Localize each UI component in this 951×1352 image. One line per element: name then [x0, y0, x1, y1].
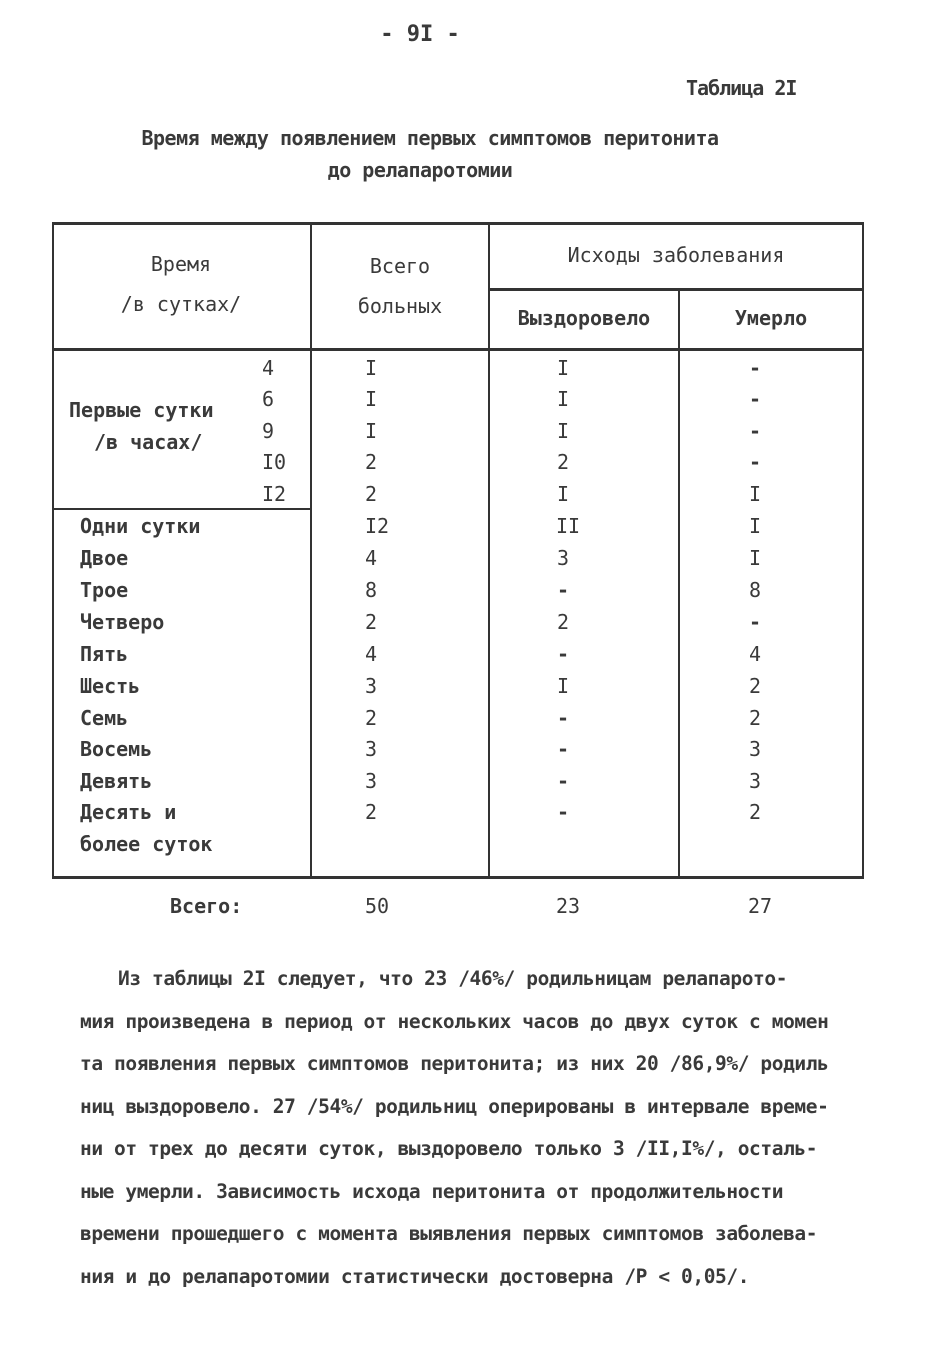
paragraph-line: та появления первых симптомов перитонита; из них 20 /86,9%/ родиль — [80, 1052, 829, 1075]
table-bottom-border — [52, 876, 864, 879]
totals-label: Всего: — [170, 894, 243, 918]
recovered-cell: I — [556, 482, 570, 506]
recovered-cell: 2 — [556, 610, 570, 634]
total-cell: 2 — [364, 706, 378, 730]
total-cell: 4 — [364, 642, 378, 666]
paragraph-line: ни от трех до десяти суток, выздоровело только 3 /II,I%/, осталь- — [80, 1137, 818, 1160]
header-bottom-border — [52, 348, 864, 351]
day-label-continued: более суток — [80, 832, 213, 856]
total-cell: 4 — [364, 546, 378, 570]
hour-value: I0 — [262, 450, 287, 474]
died-cell: 8 — [748, 578, 762, 602]
totals-died: 27 — [747, 894, 773, 918]
paragraph-line: ниц выздоровело. 27 /54%/ родильниц оперированы в интервале време- — [80, 1094, 829, 1118]
total-cell: I — [364, 419, 378, 443]
died-cell: I — [748, 546, 762, 570]
recovered-cell: - — [556, 642, 570, 666]
day-label: Трое — [80, 578, 129, 602]
total-cell: 2 — [364, 450, 378, 474]
total-cell: I2 — [364, 514, 390, 538]
died-cell: - — [748, 450, 762, 474]
recovered-cell: - — [556, 706, 570, 730]
died-cell: - — [748, 419, 762, 443]
died-cell: - — [748, 610, 762, 634]
total-cell: 2 — [364, 610, 378, 634]
first-day-label: Первые сутки — [69, 398, 214, 422]
header-total-line1: Всего — [369, 254, 431, 278]
header-total-line2: больных — [357, 294, 443, 318]
total-cell: 3 — [364, 769, 378, 793]
table-left-border — [52, 222, 54, 879]
header-died: Умерло — [734, 306, 808, 330]
recovered-cell: 3 — [556, 546, 570, 570]
day-label: Четверо — [80, 610, 165, 634]
paragraph-line: мия произведена в период от нескольких часов до двух суток с момен — [80, 1009, 829, 1033]
header-time-unit: /в сутках/ — [120, 292, 242, 316]
total-cell: 3 — [364, 737, 378, 761]
day-label: Одни сутки — [80, 514, 201, 538]
recovered-cell: I — [556, 356, 570, 380]
total-cell: I — [364, 387, 378, 411]
died-cell: 2 — [748, 800, 762, 824]
total-cell: I — [364, 356, 378, 380]
totals-recovered: 23 — [555, 894, 581, 918]
day-label: Восемь — [80, 737, 153, 761]
died-cell: - — [748, 387, 762, 411]
header-recovered: Выздоровело — [517, 306, 651, 330]
first-day-unit: /в часах/ — [94, 430, 203, 454]
table-top-border — [52, 222, 864, 225]
recovered-cell: - — [556, 800, 570, 824]
header-split-line — [489, 288, 864, 291]
totals-total: 50 — [364, 894, 390, 918]
day-label: Семь — [80, 706, 129, 730]
hour-value: 6 — [262, 387, 275, 411]
page-number: - 9I - — [380, 22, 460, 47]
day-label: Десять и — [80, 800, 177, 824]
died-cell: 2 — [748, 674, 762, 698]
first-day-separator — [52, 508, 311, 510]
day-label: Двое — [80, 546, 129, 570]
table-title-line2: до релапаротомии — [327, 158, 513, 182]
header-time: Время — [150, 252, 212, 276]
table-right-border — [862, 222, 864, 879]
day-label: Шесть — [80, 674, 141, 698]
recovered-cell: II — [555, 514, 581, 538]
total-cell: 2 — [364, 800, 378, 824]
recovered-cell: I — [556, 674, 570, 698]
paragraph-line: ния и до релапаротомии статистически достоверна /Р < 0,05/. — [80, 1264, 750, 1288]
recovered-cell: - — [556, 769, 570, 793]
paragraph-line: Из таблицы 2I следует, что 23 /46%/ родильницам релапарото- — [118, 967, 788, 990]
table-number: Таблица 2I — [686, 76, 797, 100]
recovered-cell: 2 — [556, 450, 570, 474]
day-label: Девять — [80, 769, 153, 793]
died-cell: - — [748, 356, 762, 380]
died-cell: 4 — [748, 642, 762, 666]
died-cell: 2 — [748, 706, 762, 730]
day-label: Пять — [80, 642, 129, 666]
hour-value: 9 — [262, 419, 275, 443]
hour-value: I2 — [262, 482, 287, 506]
paragraph-line: времени прошедшего с момента выявления первых симптомов заболева- — [80, 1222, 818, 1245]
died-cell: I — [748, 482, 762, 506]
total-cell: 3 — [364, 674, 378, 698]
total-cell: 2 — [364, 482, 378, 506]
recovered-cell: - — [556, 578, 570, 602]
died-cell: I — [748, 514, 762, 538]
hour-value: 4 — [262, 356, 275, 380]
body-paragraph — [80, 958, 910, 1298]
died-cell: 3 — [748, 769, 762, 793]
header-outcomes: Исходы заболевания — [567, 243, 785, 267]
recovered-cell: I — [556, 387, 570, 411]
recovered-cell: - — [556, 737, 570, 761]
paragraph-line: ные умерли. Зависимость исхода перитонита от продолжительности — [80, 1179, 784, 1203]
table-title-line1: Время между появлением первых симптомов перитонита — [141, 126, 719, 150]
total-cell: 8 — [364, 578, 378, 602]
died-cell: 3 — [748, 737, 762, 761]
recovered-cell: I — [556, 419, 570, 443]
